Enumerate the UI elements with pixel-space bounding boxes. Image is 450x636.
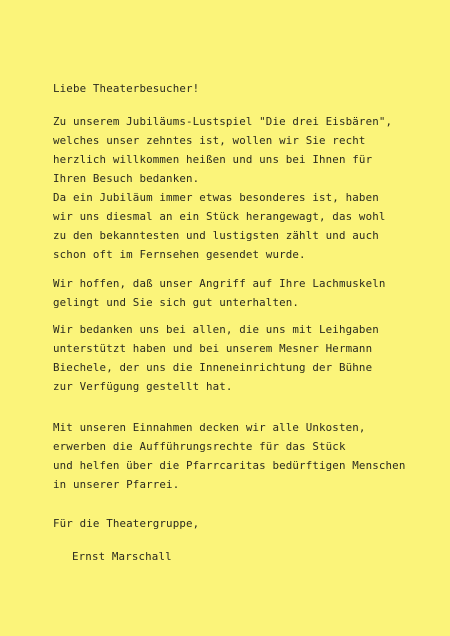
paragraph-2-line-1: Wir hoffen, daß unser Angriff auf Ihre Lachmuskeln [53,277,386,290]
paragraph-4-line-3: und helfen über die Pfarrcaritas bedürftigen Menschen [53,459,406,472]
paragraph-3-line-1: Wir bedanken uns bei allen, die uns mit Leihgaben [53,323,379,336]
paragraph-1-line-5: Da ein Jubiläum immer etwas besonderes ist, haben [53,191,379,204]
paragraph-2-line-2: gelingt und Sie sich gut unterhalten. [53,296,300,309]
paragraph-1-line-6: wir uns diesmal an ein Stück herangewagt, das wohl [53,210,386,223]
paragraph-1-line-7: zu den bekanntesten und lustigsten zählt und auch [53,229,379,242]
paragraph-3-line-3: Biechele, der uns die Inneneinrichtung der Bühne [53,361,373,374]
paragraph-1-line-1: Zu unserem Jubiläums-Lustspiel "Die drei Eisbären", [53,115,393,128]
paragraph-1-line-2: welches unser zehntes ist, wollen wir Sie recht [53,134,366,147]
paragraph-1-line-8: schon oft im Fernsehen gesendet wurde. [53,248,306,261]
signature-name: Ernst Marschall [72,550,172,563]
paragraph-3-line-4: zur Verfügung gestellt hat. [53,380,233,393]
paragraph-4-line-2: erwerben die Aufführungsrechte für das Stück [53,440,346,453]
paragraph-4-line-1: Mit unseren Einnahmen decken wir alle Unkosten, [53,421,366,434]
paragraph-3-line-2: unterstützt haben und bei unserem Mesner Hermann [53,342,373,355]
paragraph-1-line-3: herzlich willkommen heißen und uns bei Ihnen für [53,153,373,166]
paragraph-4-line-4: in unserer Pfarrei. [53,478,180,491]
closing: Für die Theatergruppe, [53,517,200,530]
greeting: Liebe Theaterbesucher! [53,82,200,95]
paragraph-1-line-4: Ihren Besuch bedanken. [53,172,200,185]
